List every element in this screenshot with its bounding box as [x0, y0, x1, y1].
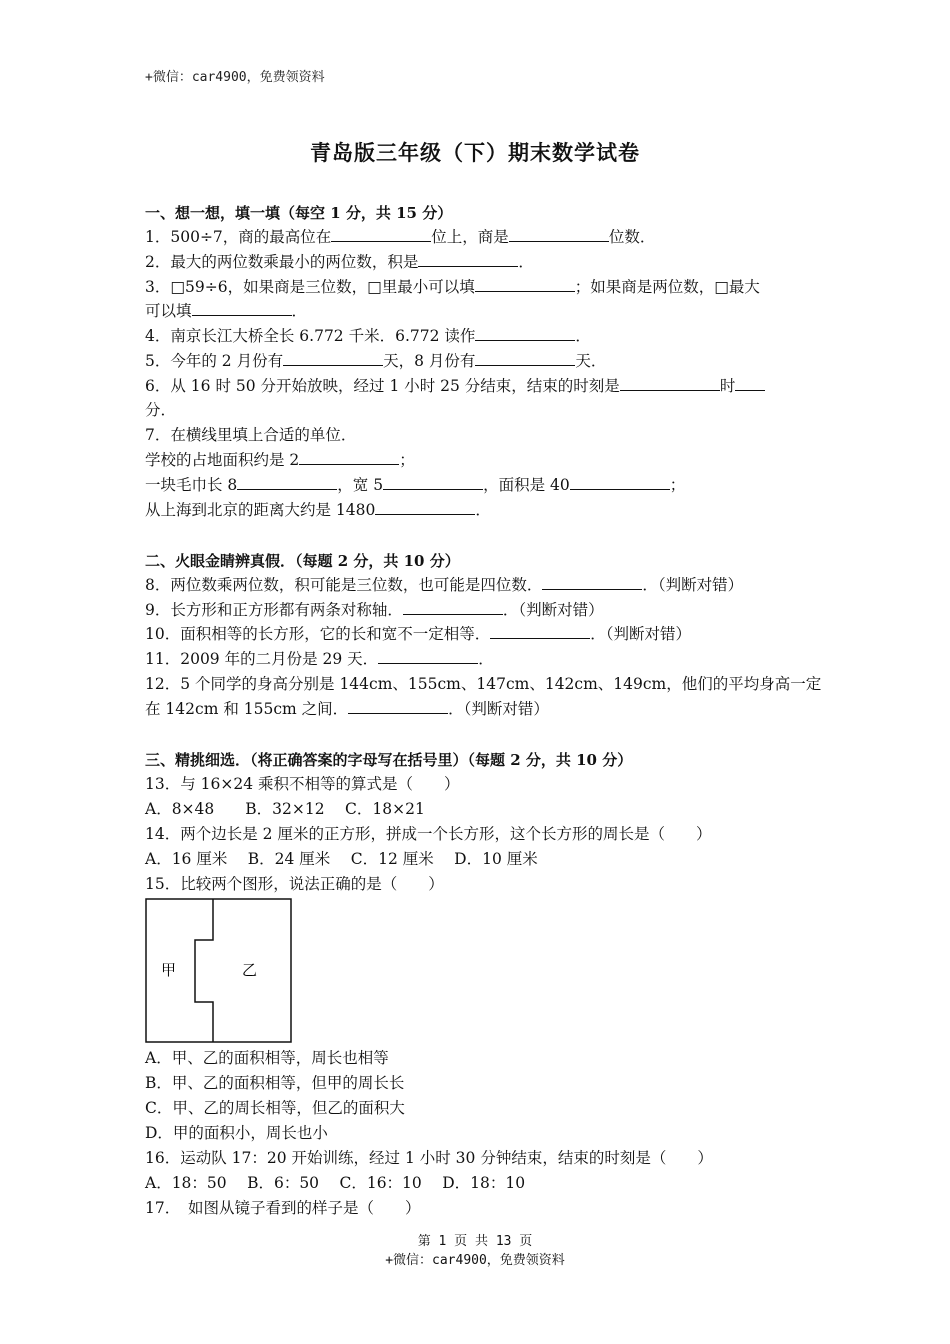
question-13-options: A．8×48 B．32×12 C．18×21: [145, 800, 425, 818]
question-7: 7．在横线里填上合适的单位．: [145, 426, 357, 444]
answer-blank[interactable]: [570, 473, 670, 490]
answer-blank[interactable]: [418, 250, 518, 267]
question-1: [145, 225, 655, 249]
question-11: [145, 647, 494, 671]
q3-text-a: 3．□59÷6，如果商是三位数，□里最小可以填: [145, 278, 475, 296]
q2-text-b: ．: [518, 253, 534, 271]
answer-blank[interactable]: [475, 324, 575, 341]
answer-blank[interactable]: [403, 598, 503, 615]
q3-text-d: ．: [291, 302, 308, 320]
question-7-line-3: [145, 498, 491, 522]
question-3-cont: [145, 299, 307, 323]
question-12: 12．5 个同学的身高分别是 144cm、155cm、147cm、142cm、149cm，他们的平均身高一定: [145, 675, 822, 693]
question-2: [145, 250, 534, 274]
figure-label-jia: 甲: [161, 961, 177, 979]
q1-text-a: 1．500÷7，商的最高位在: [145, 228, 332, 246]
answer-blank[interactable]: [299, 448, 399, 465]
q9-text-a: 9．长方形和正方形都有两条对称轴．: [145, 601, 403, 619]
question-15: 15．比较两个图形，说法正确的是（ ）: [145, 875, 444, 893]
answer-blank[interactable]: [283, 349, 383, 366]
question-8: [145, 573, 743, 597]
question-15-option-b: B．甲、乙的面积相等，但甲的周长长: [145, 1074, 405, 1092]
q7-text-b: 学校的占地面积约是 2: [145, 451, 300, 469]
q2-text-a: 2．最大的两位数乘最小的两位数，积是: [145, 253, 419, 271]
answer-blank[interactable]: [237, 473, 337, 490]
q3-text-b: ；如果商是两位数，□最大: [574, 278, 760, 296]
answer-blank[interactable]: [383, 473, 483, 490]
question-4: [145, 324, 591, 348]
q7-text-e: ，宽 5: [337, 476, 384, 494]
answer-blank[interactable]: [475, 275, 575, 292]
page-number: 第 1 页 共 13 页: [417, 1234, 533, 1249]
q10-text-b: ．（判断对错）: [590, 625, 691, 643]
q11-text-a: 11．2009 年的二月份是 29 天．: [145, 650, 379, 668]
q1-text-c: 位数．: [608, 228, 656, 246]
question-17: 17． 如图从镜子看到的样子是（ ）: [145, 1199, 421, 1217]
shape-comparison-figure: [145, 898, 293, 1044]
q7-text-h: 从上海到北京的距离大约是 1480: [145, 501, 376, 519]
q6-text-b: 时: [719, 377, 736, 395]
q8-text-b: ．（判断对错）: [642, 576, 744, 594]
q11-text-b: ．: [478, 650, 494, 668]
answer-blank[interactable]: [735, 374, 765, 391]
answer-blank[interactable]: [375, 498, 475, 515]
answer-blank[interactable]: [542, 573, 642, 590]
q12-text-c: ．（判断对错）: [448, 700, 549, 718]
answer-blank[interactable]: [348, 697, 448, 714]
q10-text-a: 10．面积相等的长方形，它的长和宽不一定相等．: [145, 625, 491, 643]
question-9: [145, 598, 604, 622]
question-6-cont: 分．: [145, 401, 177, 419]
question-15-option-a: A．甲、乙的面积相等，周长也相等: [145, 1049, 389, 1067]
question-13: 13．与 16×24 乘积不相等的算式是（ ）: [145, 775, 460, 793]
question-16: 16．运动队 17：20 开始训练，经过 1 小时 30 分钟结束，结束的时刻是（ ）: [145, 1149, 713, 1167]
answer-blank[interactable]: [620, 374, 720, 391]
dividing-line: [195, 899, 213, 1042]
q8-text-a: 8．两位数乘两位数，积可能是三位数，也可能是四位数．: [145, 576, 543, 594]
answer-blank[interactable]: [192, 299, 292, 316]
answer-blank[interactable]: [475, 349, 575, 366]
answer-blank[interactable]: [490, 622, 590, 639]
question-12-cont: [145, 697, 549, 721]
question-14: 14．两个边长是 2 厘米的正方形，拼成一个长方形，这个长方形的周长是（ ）: [145, 825, 712, 843]
q6-text-a: 6．从 16 时 50 分开始放映，经过 1 小时 25 分结束，结束的时刻是: [145, 377, 620, 395]
q3-text-c: 可以填: [145, 302, 192, 320]
page-title: 青岛版三年级（下）期末数学试卷: [310, 140, 640, 165]
q5-text-a: 5．今年的 2 月份有: [145, 352, 284, 370]
figure-label-yi: 乙: [242, 961, 258, 979]
question-16-options: A．18：50 B．6：50 C．16：10 D．18：10: [145, 1174, 526, 1192]
footer-note: +微信：car4900，免费领资料: [385, 1253, 565, 1268]
q7-text-c: ；: [399, 451, 415, 469]
question-5: [145, 349, 606, 373]
answer-blank[interactable]: [331, 225, 431, 242]
answer-blank[interactable]: [378, 647, 478, 664]
q7-text-g: ；: [669, 476, 686, 494]
section-1-heading: 一、想一想，填一填（每空 1 分，共 15 分）: [145, 204, 453, 222]
section-2-heading: 二、火眼金睛辨真假．（每题 2 分，共 10 分）: [145, 552, 460, 570]
question-15-option-d: D．甲的面积小，周长也小: [145, 1124, 328, 1142]
q9-text-b: ．（判断对错）: [502, 601, 604, 619]
q5-text-c: 天．: [575, 352, 607, 370]
section-3-heading: 三、精挑细选．（将正确答案的字母写在括号里）（每题 2 分，共 10 分）: [145, 751, 633, 769]
question-14-options: A．16 厘米 B．24 厘米 C．12 厘米 D．10 厘米: [145, 850, 538, 868]
question-7-line-1: [145, 448, 415, 472]
q7-text-d: 一块毛巾长 8: [145, 476, 238, 494]
question-6: [145, 374, 765, 398]
q7-text-f: ，面积是 40: [483, 476, 570, 494]
q4-text-b: ．: [575, 327, 591, 345]
q4-text-a: 4．南京长江大桥全长 6.772 千米．6.772 读作: [145, 327, 476, 345]
header-note: +微信：car4900，免费领资料: [145, 70, 325, 85]
q5-text-b: 天，8 月份有: [383, 352, 476, 370]
question-10: [145, 622, 691, 646]
q1-text-b: 位上，商是: [431, 228, 509, 246]
question-7-line-2: [145, 473, 685, 497]
answer-blank[interactable]: [509, 225, 609, 242]
q12-text-b: 在 142cm 和 155cm 之间．: [145, 700, 349, 718]
question-3: [145, 275, 760, 299]
question-15-option-c: C．甲、乙的周长相等，但乙的面积大: [145, 1099, 405, 1117]
q7-text-i: ．: [475, 501, 491, 519]
